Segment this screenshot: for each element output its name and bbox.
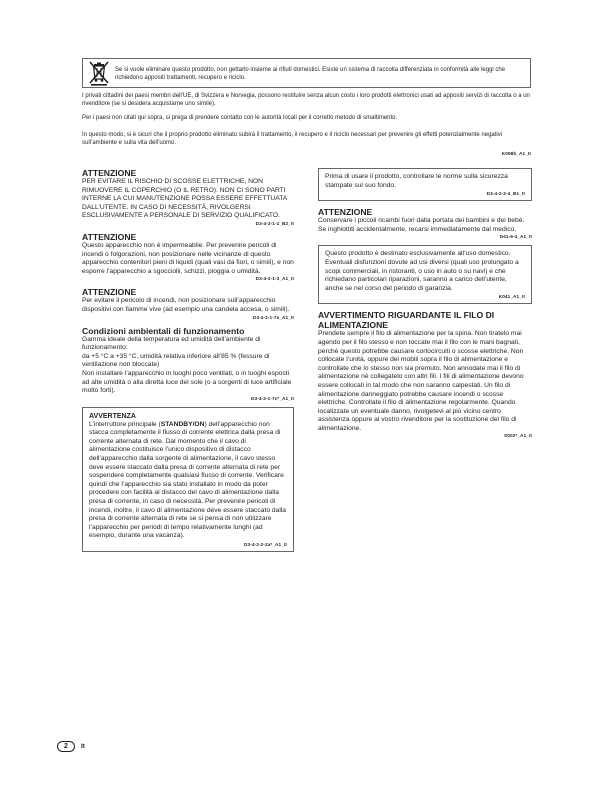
section-code: D3-4-2-1-7c*_A1_It <box>251 395 294 401</box>
crossed-out-bin-icon <box>87 61 111 86</box>
section-attenzione-shock <box>82 168 294 226</box>
section-title: AVVERTIMENTO RIGUARDANTE IL FILO DI ALIMENTAZIONE <box>318 310 495 331</box>
section-power-cord <box>318 310 532 438</box>
section-text-2: da +5 °C a +35 °C, umidità relativa inferiore all’85 % (fessure di ventilazione non bloccate) <box>82 352 270 369</box>
warning-text-bold: STANDBY/ON <box>160 420 205 428</box>
disposal-notice-text: Se si vuole eliminare questo prodotto, non gettarlo insieme ai rifiuti domestici. Esiste un sistema di raccolta differenziata in conformità alle leggi che richiedono appositi trattamenti, recupero e riciclo. <box>115 67 506 82</box>
intro-paragraph-3: In questo modo, si è sicuri che il proprio prodotto eliminato subirà il trattamento, il recupero e il riciclo necessari per prevenire gli effetti potenzialmente negativi sull’ambiente e sulla vita dell’uomo. <box>82 132 503 147</box>
section-code: D3-4-2-1-7a_A1_It <box>252 314 294 320</box>
section-text: Prendete sempre il filo di alimentazione per la spina. Non tiratelo mai agendo per il filo stesso e non toccate mai il filo con le mani bagnati, perchè questo potrebbe causare cortocircuiti o scosse elettriche. Non collocate l’unità, oppure dei mobili sopra il filo di alimentazione e controllate che lo stesso non sia premuto. Non annodate mai il filo di alimentazione nè collegatelo con altri fili. I fili di alimentazione devono essere collocati in tal modo che non saranno calpestati. Un filo di alimentazione danneggiato potrebbe causare incendi o scosse elettriche. Controllate il filo di alimentazione regolarmente. Quando localizzate un eventuale danno, rivolgetevi al più vicino centro assistenza oppure al vostro rivenditore per la sostituzione del filo di alimentazione. <box>318 330 524 432</box>
disposal-notice-box <box>82 58 531 88</box>
section-title: Condizioni ambientali di funzionamento <box>82 325 245 336</box>
section-text: PER EVITARE IL RISCHIO DI SCOSSE ELETTRICHE, NON RIMUOVERE IL COPERCHIO (O IL RETRO). NON CI SONO PARTI INTERNE LA CUI MANUTENZIONE POSSA ESSERE EFFETTUATA DALL’UTENTE. IN CASO DI NECESSITÀ, RIVOLGERSI ESCLUSIVAMENTE A PERSONALE DI SERVIZIO QUALIFICATO. <box>82 178 287 220</box>
section-title: ATTENZIONE <box>82 287 137 298</box>
warning-code: D3-4-2-2-2a*_A1_It <box>244 542 287 547</box>
safety-label-box <box>318 168 532 201</box>
safety-label-code: D3-4-2-2-4_B1_It <box>486 191 525 197</box>
page-number: 2 <box>57 741 75 752</box>
section-code: S002*_A1_It <box>504 433 532 439</box>
warning-text-before: L’interruttore principale ( <box>89 420 161 428</box>
section-title: ATTENZIONE <box>82 168 137 178</box>
section-environment <box>82 326 294 401</box>
warning-text <box>89 421 287 541</box>
warning-text-after: ) dell’apparecchio non stacca completamente il flusso di corrente elettrica dalla presa di corrente alternata di rete. Dal momento che il cavo di alimentazione costituisce l’unico dispositivo di distacco dell’apparecchio dalla sorgente di alimentazione, il cavo stesso deve essere staccato dalla presa di corrente alternata di rete per sospendere completamente qualsiasi flusso di corrente. Verificare quindi che l’apparecchio sia stato installato in modo da poter procedere con facilità al distacco del cavo di alimentazione dalla presa di corrente, in caso di necessità. Per prevenire pericoli di incendi, inoltre, il cavo di alimentazione deve essere staccato dalla presa di corrente alternata di rete se si pensa di non utilizzare l’apparecchio per periodi di tempo relativamente lunghi (ad esempio, durante una vacanza). <box>89 420 287 540</box>
section-title: ATTENZIONE <box>318 207 373 218</box>
section-code: D3-4-2-1-3_A1_It <box>255 276 294 282</box>
domestic-use-box <box>318 245 532 304</box>
section-text: Per evitare il pericolo di incendi, non posizionare sull’apparecchio dispositivi con fiamme vive (ad esempio una candela accesa, o simili). <box>82 297 290 313</box>
left-column <box>82 168 294 552</box>
section-code: D41-6-4_A1_It <box>499 234 532 240</box>
language-code: It <box>81 743 85 750</box>
section-text-3: Non installare l’apparecchio in luoghi poco ventilati, o in luoghi esposti ad alte umidità o alla diretta luce del sole (o a sorgenti di luce artificiale molto forti). <box>82 369 292 395</box>
intro-paragraph-2: Per i paesi non citati qui sopra, si prega di prendere contatto con le autorità locali per il corretto metodo di smaltimento. <box>82 115 398 121</box>
section-title: ATTENZIONE <box>82 231 137 242</box>
section-attenzione-water <box>82 232 294 281</box>
section-attenzione-fire <box>82 287 294 319</box>
domestic-use-code: K041_A1_It <box>498 294 525 300</box>
page-footer <box>57 741 85 752</box>
section-code: D3-4-2-1-1_B2_It <box>255 220 294 226</box>
right-column <box>318 168 532 438</box>
section-text-1: Gamma ideale della temperatura ed umidità dell’ambiente di funzionamento: <box>82 335 261 352</box>
intro-code: K058b_A1_It <box>501 151 531 156</box>
safety-label-text: Prima di usare il prodotto, controllare le norme sulla sicurezza stampate sul suo fondo. <box>325 173 508 189</box>
warning-title: AVVERTENZA <box>89 412 136 420</box>
intro-paragraph-1: I privati cittadini dei paesi membri dell’UE, di Svizzera e Norvegia, possono restituire senza alcun costo i loro prodotti elettronici usati ad appositi servizi di raccolta o a un rivenditore (se si desidera acquistarne uno simile). <box>82 93 530 108</box>
section-text: Questo apparecchio non è impermeabile. Per prevenire pericoli di incendi o folgorazioni, non posizionare nelle vicinanze di questo apparecchio contenitori pieni di liquidi (quali vasi da fiori, o simili), e non esporre l’apparecchio a sgocciolii, schizzi, pioggia o umidità. <box>82 241 294 275</box>
section-text: Conservare i piccoli ricambi fuori dalla portata dei bambini e dei bebè. Se inghiottiti accidentalmente, recarsi immediatamente dal medico. <box>318 217 525 233</box>
section-attenzione-small-parts <box>318 207 532 239</box>
warning-box <box>82 407 294 552</box>
domestic-use-text: Questo prodotto è destinato esclusivamente all’uso domestico. Eventuali disfunzioni dovute ad usi diversi (quali uso prolungato a scopi commerciali, in ristoranti, o uso in auto o su navi) e che richiedano particolari riparazioni, saranno a carico dell’utente, anche se nel corso del periodo di garanzia. <box>325 250 519 292</box>
